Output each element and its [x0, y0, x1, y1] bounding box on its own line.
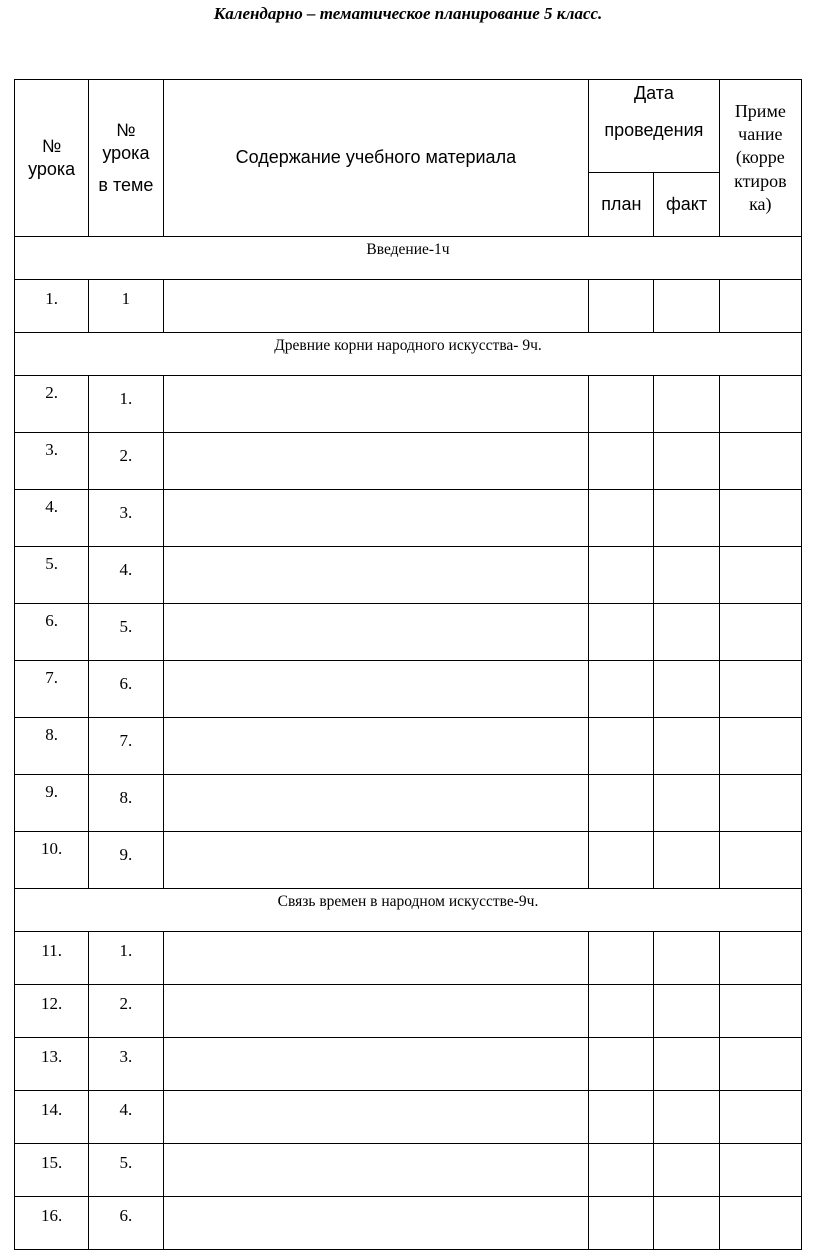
section-row	[15, 333, 802, 376]
table-row	[15, 1144, 802, 1197]
section-row	[15, 237, 802, 280]
lesson-in-topic-cell: 3.	[89, 490, 163, 547]
note-cell	[719, 661, 801, 718]
header-text: (корре	[735, 147, 785, 168]
fact-date-cell	[654, 661, 719, 718]
lesson-number-cell: 13.	[15, 1038, 89, 1091]
note-cell	[719, 280, 801, 333]
lesson-number-cell: 1.	[15, 280, 89, 333]
plan-date-cell	[589, 376, 654, 433]
header-text: ктиров	[734, 170, 787, 191]
content-cell	[163, 932, 589, 985]
lesson-number-cell: 10.	[15, 832, 89, 889]
header-text: урока	[28, 159, 76, 179]
content-cell	[163, 718, 589, 775]
header-content	[163, 80, 589, 237]
plan-date-cell	[589, 1197, 654, 1250]
plan-date-cell	[589, 433, 654, 490]
plan-date-cell	[589, 1038, 654, 1091]
lesson-number-cell: 7.	[15, 661, 89, 718]
note-cell	[719, 775, 801, 832]
content-cell	[163, 376, 589, 433]
fact-date-cell	[654, 832, 719, 889]
fact-date-cell	[654, 718, 719, 775]
table-row	[15, 280, 802, 333]
fact-date-cell	[654, 604, 719, 661]
lesson-in-topic-cell: 9.	[89, 832, 163, 889]
content-cell	[163, 280, 589, 333]
fact-date-cell	[654, 547, 719, 604]
table-row	[15, 832, 802, 889]
section-row	[15, 889, 802, 932]
fact-date-cell	[654, 985, 719, 1038]
section-title: Древние корни народного искусства- 9ч.	[15, 333, 802, 376]
lesson-number-cell: 14.	[15, 1091, 89, 1144]
note-cell	[719, 832, 801, 889]
table-row	[15, 1091, 802, 1144]
note-cell	[719, 547, 801, 604]
lesson-in-topic-cell: 2.	[89, 985, 163, 1038]
header-text: Приме	[734, 100, 786, 121]
lesson-number-cell: 3.	[15, 433, 89, 490]
header-text: Содержание учебного материала	[235, 147, 517, 168]
content-cell	[163, 1144, 589, 1197]
table-row	[15, 775, 802, 832]
content-cell	[163, 1091, 589, 1144]
header-text: проведения	[604, 120, 704, 141]
fact-date-cell	[654, 1038, 719, 1091]
plan-date-cell	[589, 280, 654, 333]
lesson-number-cell: 9.	[15, 775, 89, 832]
lesson-number-cell: 16.	[15, 1197, 89, 1250]
lesson-in-topic-cell: 6.	[89, 661, 163, 718]
header-text: урока	[102, 143, 150, 164]
note-cell	[719, 1091, 801, 1144]
plan-date-cell	[589, 661, 654, 718]
note-cell	[719, 932, 801, 985]
plan-date-cell	[589, 1144, 654, 1197]
lesson-number-cell: 6.	[15, 604, 89, 661]
header-note	[719, 80, 801, 237]
fact-date-cell	[654, 932, 719, 985]
lesson-in-topic-cell: 2.	[89, 433, 163, 490]
fact-date-cell	[654, 490, 719, 547]
header-plan: план	[589, 173, 654, 237]
content-cell	[163, 775, 589, 832]
table-row	[15, 547, 802, 604]
table-row	[15, 718, 802, 775]
planning-table	[14, 79, 802, 1250]
plan-date-cell	[589, 932, 654, 985]
plan-date-cell	[589, 604, 654, 661]
table-row	[15, 376, 802, 433]
content-cell	[163, 832, 589, 889]
header-lesson-number	[15, 80, 89, 237]
lesson-in-topic-cell: 6.	[89, 1197, 163, 1250]
lesson-in-topic-cell: 4.	[89, 547, 163, 604]
note-cell	[719, 433, 801, 490]
content-cell	[163, 490, 589, 547]
note-cell	[719, 1038, 801, 1091]
lesson-in-topic-cell: 4.	[89, 1091, 163, 1144]
note-cell	[719, 1144, 801, 1197]
lesson-in-topic-cell: 1.	[89, 376, 163, 433]
lesson-in-topic-cell: 1	[89, 280, 163, 333]
table-row	[15, 1038, 802, 1091]
table-row	[15, 433, 802, 490]
content-cell	[163, 1197, 589, 1250]
lesson-in-topic-cell: 7.	[89, 718, 163, 775]
lesson-number-cell: 12.	[15, 985, 89, 1038]
lesson-number-cell: 11.	[15, 932, 89, 985]
header-text: №	[41, 135, 62, 156]
table-row	[15, 604, 802, 661]
lesson-number-cell: 8.	[15, 718, 89, 775]
table-row	[15, 1197, 802, 1250]
plan-date-cell	[589, 775, 654, 832]
fact-date-cell	[654, 1197, 719, 1250]
content-cell	[163, 604, 589, 661]
table-row	[15, 661, 802, 718]
header-text: ка)	[749, 194, 772, 215]
note-cell	[719, 1197, 801, 1250]
plan-date-cell	[589, 718, 654, 775]
plan-date-cell	[589, 985, 654, 1038]
lesson-in-topic-cell: 5.	[89, 604, 163, 661]
content-cell	[163, 661, 589, 718]
section-title: Введение-1ч	[15, 237, 802, 280]
content-cell	[163, 1038, 589, 1091]
header-text: №	[116, 119, 136, 140]
lesson-number-cell: 2.	[15, 376, 89, 433]
plan-date-cell	[589, 490, 654, 547]
header-text: Дата	[633, 83, 674, 103]
table-row	[15, 985, 802, 1038]
fact-date-cell	[654, 280, 719, 333]
fact-date-cell	[654, 433, 719, 490]
plan-date-cell	[589, 1091, 654, 1144]
fact-date-cell	[654, 1091, 719, 1144]
note-cell	[719, 376, 801, 433]
lesson-in-topic-cell: 1.	[89, 932, 163, 985]
header-date	[589, 80, 719, 173]
fact-date-cell	[654, 1144, 719, 1197]
header-text: в теме	[98, 174, 154, 195]
plan-date-cell	[589, 547, 654, 604]
header-text: чание	[738, 123, 783, 144]
table-row	[15, 932, 802, 985]
lesson-number-cell: 5.	[15, 547, 89, 604]
header-fact: факт	[654, 173, 719, 237]
note-cell	[719, 604, 801, 661]
fact-date-cell	[654, 775, 719, 832]
note-cell	[719, 718, 801, 775]
lesson-number-cell: 15.	[15, 1144, 89, 1197]
page-title: Календарно – тематическое планирование 5 класс.	[213, 4, 603, 23]
lesson-in-topic-cell: 8.	[89, 775, 163, 832]
header-lesson-in-topic	[89, 80, 163, 237]
lesson-in-topic-cell: 3.	[89, 1038, 163, 1091]
table-row	[15, 490, 802, 547]
section-title: Связь времен в народном искусстве-9ч.	[15, 889, 802, 932]
note-cell	[719, 985, 801, 1038]
content-cell	[163, 433, 589, 490]
lesson-in-topic-cell: 5.	[89, 1144, 163, 1197]
fact-date-cell	[654, 376, 719, 433]
note-cell	[719, 490, 801, 547]
content-cell	[163, 985, 589, 1038]
plan-date-cell	[589, 832, 654, 889]
lesson-number-cell: 4.	[15, 490, 89, 547]
content-cell	[163, 547, 589, 604]
